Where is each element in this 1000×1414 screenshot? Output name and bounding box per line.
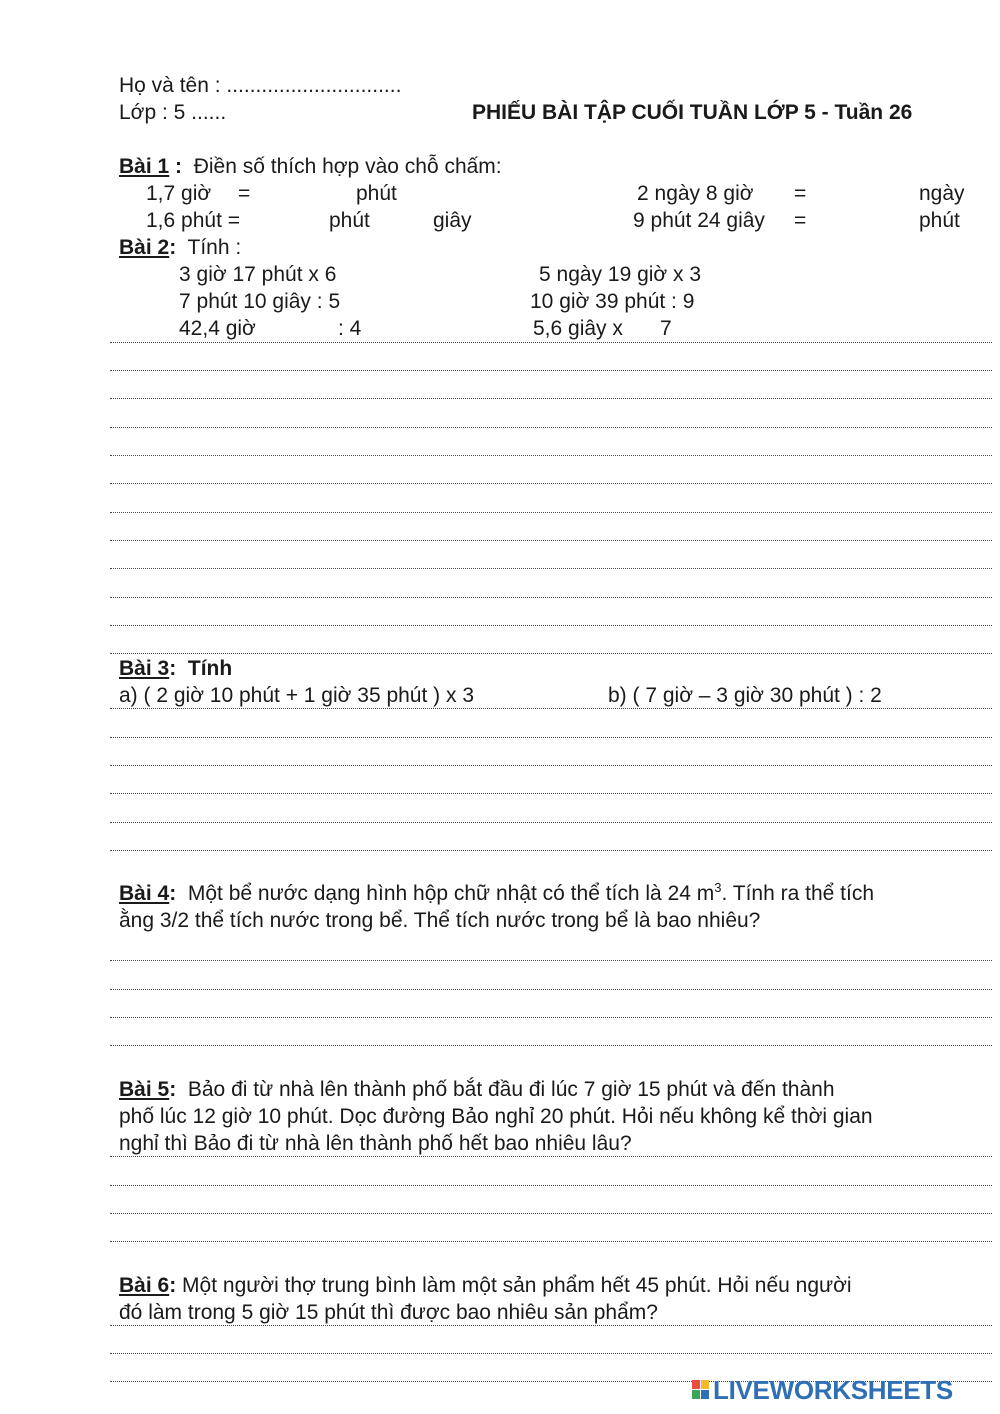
bai1-r2-unit2: phút (919, 209, 960, 232)
bai2-r3b: 7 (660, 317, 672, 340)
watermark-text: LIVEWORKSHEETS (713, 1374, 953, 1405)
answer-line (110, 1185, 992, 1186)
answer-line (110, 512, 992, 513)
bai4-superscript: 3 (714, 880, 722, 895)
bai5-text: Bảo đi từ nhà lên thành phố bắt đầu đi lúc 7 giờ 15 phút và đến thành (187, 1078, 835, 1101)
bai4-text-b: . Tính ra thể tích (721, 882, 875, 905)
liveworksheets-logo-icon (692, 1380, 710, 1400)
answer-line (110, 1213, 992, 1214)
bai1-label: Bài 1 (119, 155, 170, 178)
bai6-colon: : (169, 1274, 177, 1297)
bai1-r1-unit: phút (356, 182, 397, 205)
bai2-r2: 10 giờ 39 phút : 9 (530, 290, 695, 313)
bai1-r1-left: 1,7 giờ (146, 182, 212, 205)
answer-line (110, 737, 992, 738)
bai3-heading (119, 657, 232, 681)
liveworksheets-watermark (692, 1374, 953, 1405)
bai1-heading (119, 155, 502, 179)
bai1-r2-unit-b: giây (433, 209, 472, 232)
answer-line (110, 1017, 992, 1018)
bai1-instruction: Điền số thích hợp vào chỗ chấm: (193, 155, 502, 178)
bai1-r1-right: 2 ngày 8 giờ (637, 182, 754, 205)
bai4-line1 (119, 882, 874, 906)
bai2-r3a: 5,6 giây x (533, 317, 623, 340)
answer-line (110, 342, 992, 343)
bai4-line2: ằng 3/2 thể tích nước trong bể. Thể tích nước trong bể là bao nhiêu? (119, 909, 761, 932)
bai5-line1 (119, 1078, 835, 1102)
answer-line (110, 427, 992, 428)
answer-line (110, 989, 992, 990)
bai2-instruction: Tính : (187, 236, 242, 259)
bai1-colon: : (169, 155, 183, 178)
bai5-line2: phố lúc 12 giờ 10 phút. Dọc đường Bảo nghỉ 20 phút. Hỏi nếu không kể thời gian (119, 1105, 873, 1128)
answer-line (110, 625, 992, 626)
student-name-line: Họ và tên : .............................. (119, 74, 402, 97)
bai5-label: Bài 5 (119, 1078, 170, 1101)
bai6-line2: đó làm trong 5 giờ 15 phút thì được bao nhiêu sản phẩm? (119, 1301, 658, 1324)
bai6-text: Một người thợ trung bình làm một sản phẩm hết 45 phút. Hỏi nếu người (182, 1274, 852, 1297)
bai6-line1 (119, 1274, 852, 1298)
answer-line (110, 793, 992, 794)
answer-line (110, 653, 992, 654)
answer-line (110, 1045, 992, 1046)
class-line: Lớp : 5 ...... (119, 101, 227, 124)
bai5-line3: nghỉ thì Bảo đi từ nhà lên thành phố hết bao nhiêu lâu? (119, 1132, 632, 1155)
bai1-r1-eq2: = (794, 182, 807, 205)
bai4-label: Bài 4 (119, 882, 170, 905)
bai2-l2: 7 phút 10 giây : 5 (179, 290, 341, 313)
answer-line (110, 370, 992, 371)
answer-line (110, 455, 992, 456)
answer-line (110, 1156, 992, 1157)
bai2-l3a: 42,4 giờ (179, 317, 256, 340)
answer-line (110, 1325, 992, 1326)
bai1-r2-unit-a: phút (329, 209, 370, 232)
bai4-text-a: Một bể nước dạng hình hộp chữ nhật có thể tích là 24 m (187, 882, 715, 905)
bai2-r1: 5 ngày 19 giờ x 3 (539, 263, 702, 286)
answer-line (110, 540, 992, 541)
worksheet-title: PHIẾU BÀI TẬP CUỐI TUẦN LỚP 5 - Tuần 26 (472, 101, 913, 124)
answer-line (110, 483, 992, 484)
bai1-r2-left: 1,6 phút = (146, 209, 240, 232)
answer-line (110, 568, 992, 569)
bai5-colon: : (169, 1078, 177, 1101)
bai1-r2-right: 9 phút 24 giây (633, 209, 765, 232)
bai3-colon: : (169, 657, 177, 680)
answer-line (110, 822, 992, 823)
answer-line (110, 398, 992, 399)
bai3-instruction: Tính (187, 657, 233, 680)
bai2-colon: : (169, 236, 177, 259)
bai6-label: Bài 6 (119, 1274, 170, 1297)
answer-line (110, 708, 992, 709)
bai4-colon: : (169, 882, 177, 905)
bai3-part-a: a) ( 2 giờ 10 phút + 1 giờ 35 phút ) x 3 (119, 684, 475, 707)
bai2-l3b: : 4 (338, 317, 362, 340)
answer-line (110, 597, 992, 598)
answer-line (110, 765, 992, 766)
bai3-label: Bài 3 (119, 657, 170, 680)
bai1-r1-unit2: ngày (919, 182, 965, 205)
answer-line (110, 1353, 992, 1354)
answer-line (110, 850, 992, 851)
answer-line (110, 960, 992, 961)
bai3-part-b: b) ( 7 giờ – 3 giờ 30 phút ) : 2 (608, 684, 882, 707)
bai2-l1: 3 giờ 17 phút x 6 (179, 263, 337, 286)
bai1-r2-eq2: = (794, 209, 807, 232)
bai2-heading (119, 236, 241, 260)
answer-line (110, 1241, 992, 1242)
bai1-r1-eq: = (238, 182, 251, 205)
bai2-label: Bài 2 (119, 236, 170, 259)
